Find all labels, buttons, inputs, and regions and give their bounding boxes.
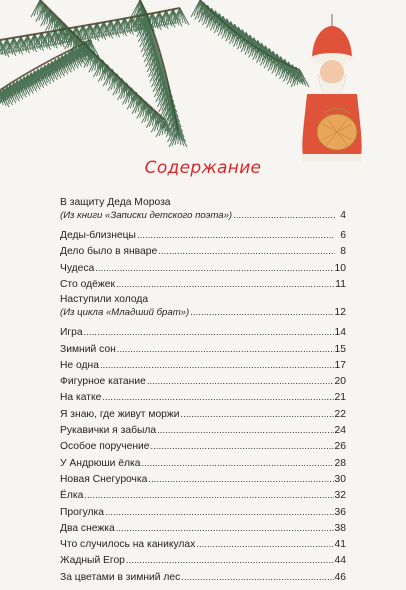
toc-entry[interactable] [60, 538, 346, 551]
toc-entry-title: За цветами в зимний лес [60, 571, 181, 583]
dot-leader [190, 306, 333, 318]
toc-entry-page: 20 [334, 376, 346, 388]
toc-entry-title: На катке [60, 392, 102, 404]
toc-entry-page: 26 [334, 441, 346, 453]
dot-leader [148, 473, 333, 485]
toc-entry-subtitle: (Из цикла «Младший брат») [60, 307, 190, 319]
toc-entry-page: 30 [334, 473, 346, 485]
dot-leader [233, 209, 335, 221]
toc-entry-page: 4 [340, 210, 346, 221]
dot-leader [196, 538, 333, 550]
toc-entry[interactable] [60, 424, 346, 437]
dot-leader [181, 408, 334, 420]
toc-entry-page: 46 [334, 571, 346, 583]
toc-entry[interactable] [60, 473, 346, 486]
toc-entry-title: Что случилось на каникулах [60, 539, 196, 551]
dot-leader [95, 262, 333, 274]
toc-entry-title: В защиту Деда Мороза [60, 197, 171, 208]
toc-entry[interactable] [60, 522, 346, 535]
toc-entry[interactable] [60, 571, 346, 584]
dot-leader [158, 245, 335, 257]
toc-entry[interactable] [60, 294, 346, 319]
toc-entry-title: Дело было в январе [60, 246, 158, 258]
toc-entry[interactable] [60, 489, 346, 502]
toc-entry[interactable] [60, 245, 346, 258]
dot-leader [126, 554, 334, 566]
toc-entry-title: Я знаю, где живут моржи [60, 408, 180, 420]
toc-entry-title: Жадный Егор [60, 555, 125, 567]
toc-entry-title: Прогулка [60, 506, 104, 518]
dot-leader [147, 375, 334, 387]
dot-leader [116, 522, 334, 534]
dot-leader [105, 506, 334, 518]
contents-title: Содержание [144, 158, 262, 178]
dot-leader [84, 326, 334, 338]
toc-entry-title: Зимний сон [60, 343, 116, 355]
toc-entry-subtitle: (Из книги «Записки детского поэта») [60, 210, 233, 221]
dot-leader [102, 391, 333, 403]
toc-entry[interactable] [60, 343, 346, 356]
toc-entry-page: 32 [334, 490, 346, 502]
toc-entry-page: 36 [334, 506, 346, 518]
toc-entry-title: Особое поручение [60, 441, 150, 453]
toc-entry[interactable] [60, 554, 346, 567]
toc-entry-title: Сто одёжек [60, 278, 115, 290]
dot-leader [151, 440, 334, 452]
toc-entry-page: 28 [334, 457, 346, 469]
toc-entry-title: Наступили холода [60, 294, 149, 306]
toc-entry[interactable] [60, 506, 346, 519]
toc-entry-title: Деды-близнецы [60, 230, 136, 241]
toc-entry-title: Новая Снегурочка [60, 473, 148, 485]
toc-entry-title: Игра [60, 327, 83, 339]
toc-entry-page: 11 [335, 278, 346, 290]
toc-entry-title: Рукавички я забыла [60, 425, 157, 436]
toc-entry[interactable] [60, 229, 346, 242]
toc-entry[interactable] [60, 408, 346, 421]
toc-entry-title: Ёлка [60, 490, 84, 502]
toc-entry-title: Фигурное катание [60, 376, 146, 388]
toc-entry-page: 6 [340, 230, 346, 241]
toc-entry-page: 12 [334, 307, 346, 319]
dot-leader [100, 359, 334, 371]
toc-entry-page: 22 [334, 408, 346, 420]
toc-entry-page: 21 [334, 392, 346, 404]
dot-leader [84, 489, 333, 501]
toc-entry-page: 17 [334, 359, 346, 371]
toc-entry[interactable] [60, 440, 346, 453]
toc-entry-page: 24 [334, 425, 346, 436]
toc-entry[interactable] [60, 262, 346, 275]
dot-leader [117, 343, 334, 355]
dot-leader [141, 457, 333, 469]
toc-entry-title: У Андрюши ёлка [60, 457, 141, 469]
dot-leader [116, 278, 334, 290]
toc-entry-page: 14 [334, 327, 346, 339]
toc-entry-title: Не одна [60, 359, 99, 371]
toc-entry-title: Чудеса [60, 262, 95, 274]
toc-entry[interactable] [60, 375, 346, 388]
toc-entry-page: 10 [334, 262, 346, 274]
dot-leader [181, 571, 333, 583]
toc-entry[interactable] [60, 457, 346, 470]
toc-entry[interactable] [60, 326, 346, 339]
dot-leader [137, 229, 335, 241]
toc-entry[interactable] [60, 391, 346, 404]
toc-entry[interactable] [60, 278, 346, 291]
toc-entry-page: 15 [334, 343, 346, 355]
toc-entry-page: 38 [334, 522, 346, 534]
toc-entry-page: 8 [340, 246, 346, 258]
dot-leader [157, 424, 333, 436]
toc-entry-title: Два снежка [60, 522, 115, 534]
toc-entry[interactable] [60, 197, 346, 222]
toc-entry-page: 41 [334, 539, 346, 551]
toc-entry[interactable] [60, 359, 346, 372]
toc-entry-page: 44 [334, 555, 346, 567]
